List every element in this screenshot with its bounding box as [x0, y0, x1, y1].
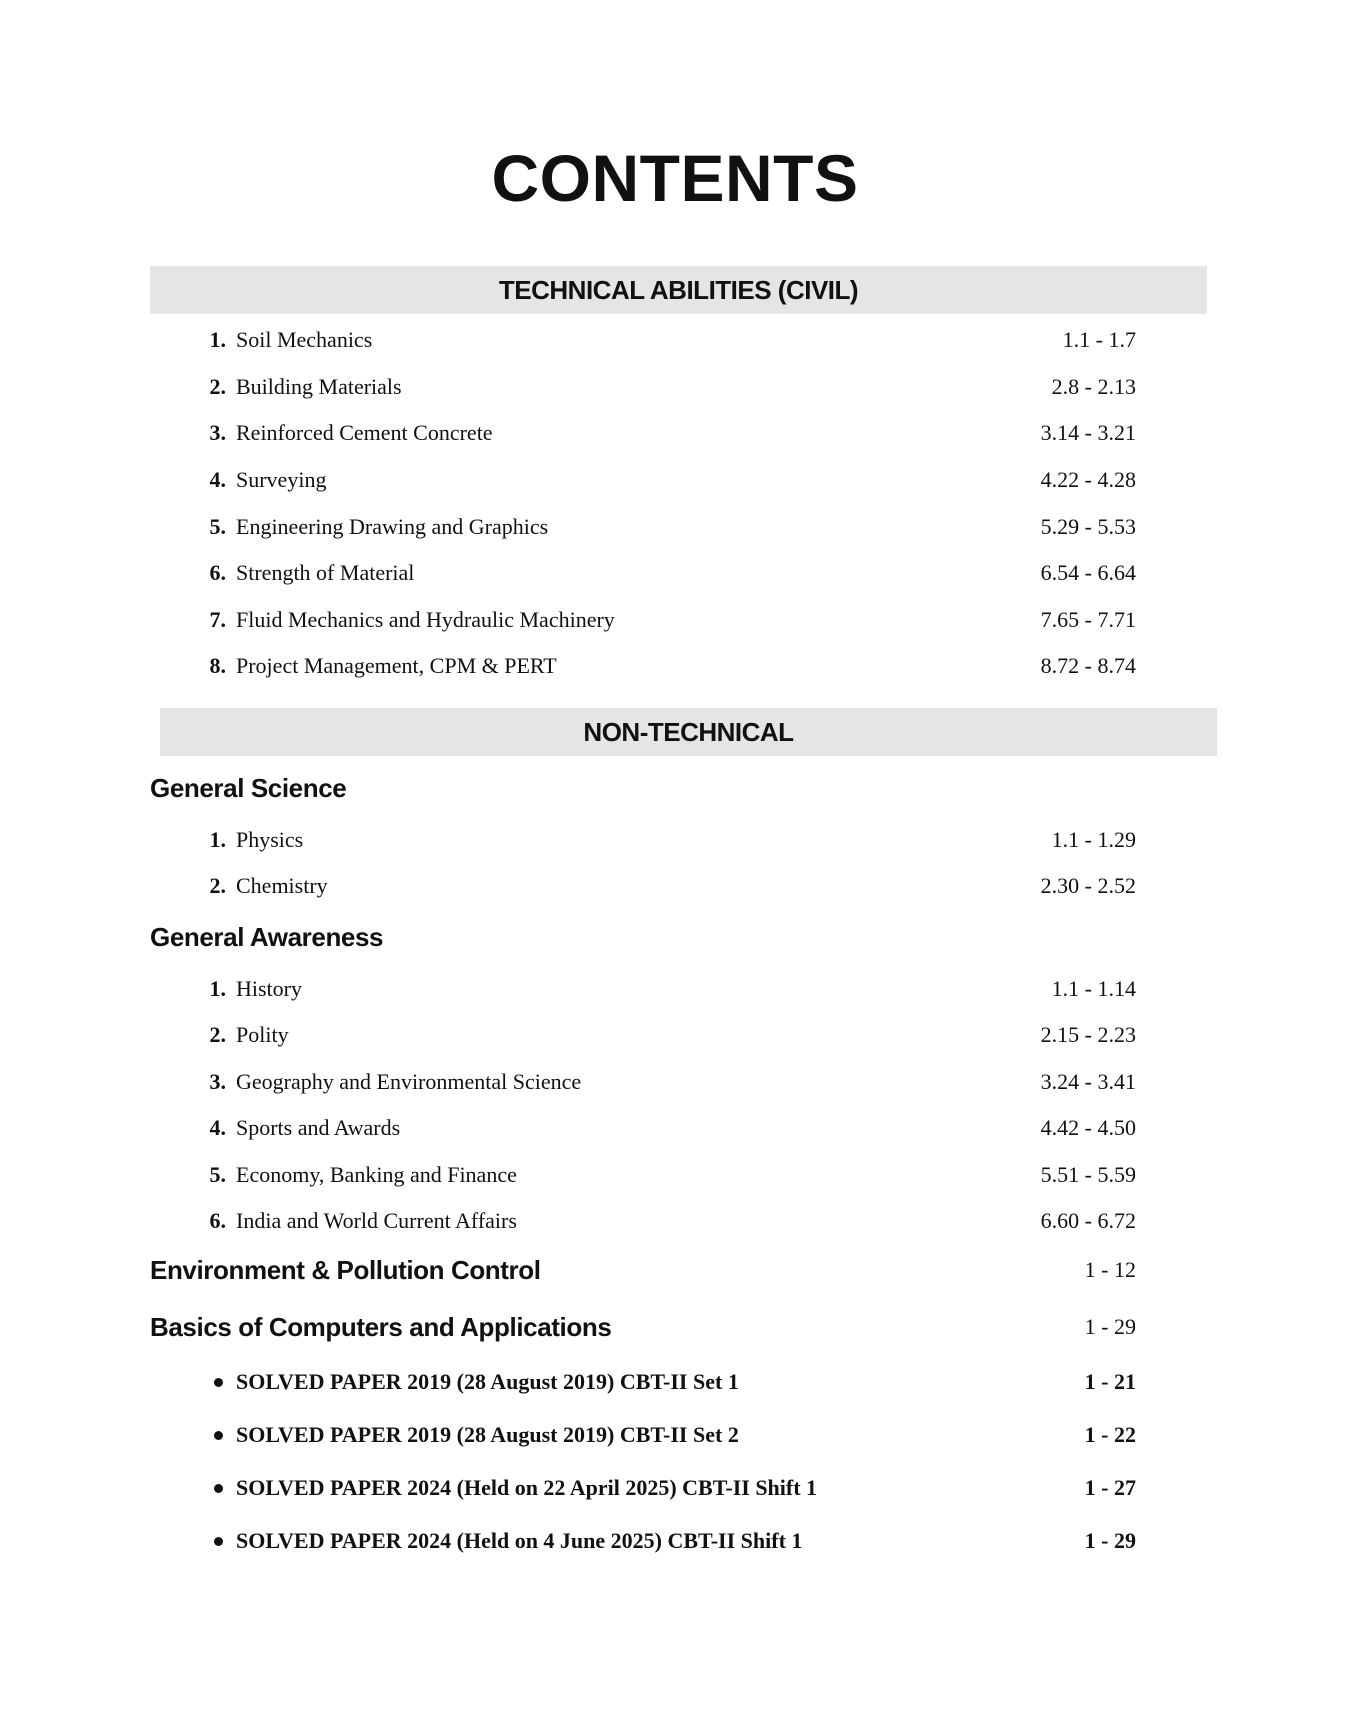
toc-row[interactable]	[0, 603, 1350, 637]
item-label: SOLVED PAPER 2024 (Held on 22 April 2025) CBT-II Shift 1	[236, 1475, 818, 1500]
item-pages: 8.72 - 8.74	[1040, 653, 1136, 678]
subsection-heading-environment: Environment & Pollution Control	[150, 1255, 541, 1285]
item-label: Engineering Drawing and Graphics	[236, 514, 549, 539]
toc-row[interactable]	[0, 1065, 1350, 1099]
item-number: 8.	[209, 653, 226, 678]
solved-paper-row[interactable]	[0, 1471, 1350, 1505]
item-number: 6.	[209, 1208, 226, 1233]
subsection-heading-general-awareness: General Awareness	[150, 922, 384, 952]
item-label: SOLVED PAPER 2024 (Held on 4 June 2025) CBT-II Shift 1	[236, 1528, 803, 1553]
item-label: Fluid Mechanics and Hydraulic Machinery	[236, 607, 615, 632]
toc-row[interactable]	[0, 416, 1350, 450]
item-label: Strength of Material	[236, 560, 415, 585]
item-number: 1.	[209, 976, 226, 1001]
item-pages: 5.29 - 5.53	[1040, 514, 1136, 539]
item-number: 3.	[209, 420, 226, 445]
item-pages: 6.60 - 6.72	[1040, 1208, 1136, 1233]
item-label: India and World Current Affairs	[236, 1208, 517, 1233]
toc-row[interactable]	[0, 1018, 1350, 1052]
section-banner-technical: TECHNICAL ABILITIES (CIVIL)	[150, 266, 1207, 314]
item-number: 1.	[209, 827, 226, 852]
item-number: 2.	[209, 374, 226, 399]
item-label: Chemistry	[236, 873, 328, 898]
item-pages: 1 - 27	[1084, 1475, 1136, 1500]
toc-row[interactable]	[0, 1111, 1350, 1145]
item-pages: 1 - 22	[1084, 1422, 1136, 1447]
item-label: Physics	[236, 827, 304, 852]
item-label: Geography and Environmental Science	[236, 1069, 582, 1094]
item-label: Sports and Awards	[236, 1115, 401, 1140]
toc-row[interactable]	[0, 869, 1350, 903]
item-label: Reinforced Cement Concrete	[236, 420, 493, 445]
solved-paper-row[interactable]	[0, 1524, 1350, 1558]
item-label: Building Materials	[236, 374, 402, 399]
item-label: SOLVED PAPER 2019 (28 August 2019) CBT-II Set 1	[236, 1369, 739, 1394]
item-pages: 1.1 - 1.14	[1051, 976, 1136, 1001]
toc-row[interactable]	[0, 1158, 1350, 1192]
item-number: 2.	[209, 873, 226, 898]
subsection-heading-computers: Basics of Computers and Applications	[150, 1312, 612, 1342]
item-number: 6.	[209, 560, 226, 585]
item-number: 3.	[209, 1069, 226, 1094]
item-pages: 1.1 - 1.29	[1051, 827, 1136, 852]
toc-row[interactable]	[0, 556, 1350, 590]
bullet-icon	[214, 1484, 223, 1493]
bullet-icon	[214, 1431, 223, 1440]
page-title: CONTENTS	[491, 141, 859, 215]
toc-row[interactable]	[0, 323, 1350, 357]
toc-row[interactable]	[0, 510, 1350, 544]
item-label: History	[236, 976, 302, 1001]
toc-row[interactable]	[0, 649, 1350, 683]
item-pages: 6.54 - 6.64	[1040, 560, 1136, 585]
item-label: Surveying	[236, 467, 327, 492]
toc-row-computers[interactable]	[0, 1307, 1350, 1347]
solved-paper-row[interactable]	[0, 1365, 1350, 1399]
item-label: Polity	[236, 1022, 289, 1047]
item-pages: 5.51 - 5.59	[1040, 1162, 1136, 1187]
toc-row[interactable]	[0, 463, 1350, 497]
subsection-heading-general-science: General Science	[150, 773, 347, 803]
item-number: 4.	[209, 467, 226, 492]
item-pages: 3.24 - 3.41	[1040, 1069, 1136, 1094]
item-label: SOLVED PAPER 2019 (28 August 2019) CBT-II Set 2	[236, 1422, 739, 1447]
item-number: 4.	[209, 1115, 226, 1140]
item-pages: 4.22 - 4.28	[1040, 467, 1136, 492]
item-pages: 1 - 29	[1084, 1528, 1136, 1553]
item-number: 5.	[209, 1162, 226, 1187]
item-pages: 2.15 - 2.23	[1040, 1022, 1136, 1047]
toc-row-environment[interactable]	[0, 1250, 1350, 1290]
item-label: Project Management, CPM & PERT	[236, 653, 557, 678]
item-pages: 1 - 29	[1084, 1314, 1136, 1339]
item-pages: 4.42 - 4.50	[1040, 1115, 1136, 1140]
section-banner-non-technical: NON-TECHNICAL	[160, 708, 1217, 756]
item-pages: 1 - 12	[1084, 1257, 1136, 1282]
bullet-icon	[214, 1378, 223, 1387]
item-pages: 1 - 21	[1084, 1369, 1136, 1394]
toc-row[interactable]	[0, 823, 1350, 857]
item-pages: 1.1 - 1.7	[1062, 327, 1136, 352]
toc-row[interactable]	[0, 1204, 1350, 1238]
item-pages: 2.30 - 2.52	[1040, 873, 1136, 898]
item-label: Economy, Banking and Finance	[236, 1162, 517, 1187]
toc-row[interactable]	[0, 370, 1350, 404]
item-number: 7.	[209, 607, 226, 632]
solved-paper-row[interactable]	[0, 1418, 1350, 1452]
item-label: Soil Mechanics	[236, 327, 373, 352]
bullet-icon	[214, 1537, 223, 1546]
item-number: 5.	[209, 514, 226, 539]
item-number: 2.	[209, 1022, 226, 1047]
toc-row[interactable]	[0, 972, 1350, 1006]
item-number: 1.	[209, 327, 226, 352]
item-pages: 7.65 - 7.71	[1040, 607, 1136, 632]
item-pages: 3.14 - 3.21	[1040, 420, 1136, 445]
item-pages: 2.8 - 2.13	[1051, 374, 1136, 399]
